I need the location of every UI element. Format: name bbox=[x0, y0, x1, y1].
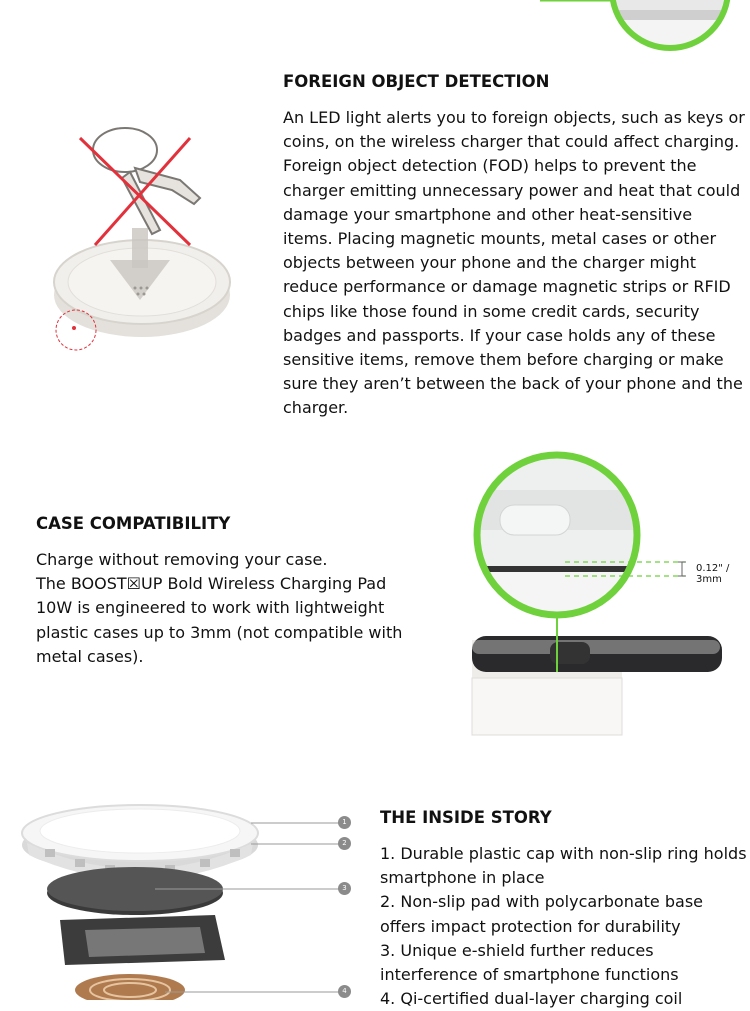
inside-story-item-1: 1. Durable plastic cap with non-slip ring holds smartphone in place bbox=[380, 844, 747, 888]
inside-story-list bbox=[380, 842, 750, 1011]
fod-keys-on-charger-illustration bbox=[40, 110, 250, 360]
inside-story-item-4: 4. Qi-certified dual-layer charging coil bbox=[380, 989, 683, 1009]
case-dimension-label-line-2: 3mm bbox=[696, 574, 722, 585]
inside-story-item-2: 2. Non-slip pad with polycarbonate base offers impact protection for durability bbox=[380, 892, 703, 936]
case-thickness-illustration bbox=[460, 450, 750, 740]
case-compatibility-body bbox=[36, 548, 408, 669]
inside-story-item-3: 3. Unique e-shield further reduces interference of smartphone functions bbox=[380, 940, 679, 985]
callout-badge-1: 1 bbox=[338, 816, 351, 829]
case-body-line-2: The BOOST☒UP Bold Wireless Charging Pad 10W is engineered to work with lightweight plastic cases up to 3mm (not compatible with metal cases). bbox=[36, 574, 403, 666]
case-body-line-1: Charge without removing your case. bbox=[36, 550, 328, 569]
exploded-charger-diagram bbox=[15, 785, 360, 1000]
callout-badge-4: 4 bbox=[338, 985, 351, 998]
case-dimension-label bbox=[696, 563, 729, 585]
fod-body-text: An LED light alerts you to foreign objects, such as keys or coins, on the wireless charger that could affect charging. Foreign object detection (FOD) helps to prevent the charger emitting unnecessary power and heat that could damage your smartphone and other heat-sensitive items. Placing magnetic mounts, metal cases or other objects between your phone and the charger might reduce performance or damage magnetic strips or RFID chips like those found in some credit cards, security badges and passports. If your case holds any of these sensitive items, remove them before charging or make sure they aren’t between the back of your phone and the charger. bbox=[283, 108, 745, 418]
case-dimension-label-line-1: 0.12" / bbox=[696, 563, 730, 574]
case-compatibility-heading: CASE COMPATIBILITY bbox=[36, 514, 231, 533]
callout-badge-3: 3 bbox=[338, 882, 351, 895]
top-product-closeup-image bbox=[540, 0, 750, 60]
inside-story-heading: THE INSIDE STORY bbox=[380, 808, 552, 827]
callout-badge-2: 2 bbox=[338, 837, 351, 850]
fod-heading: FOREIGN OBJECT DETECTION bbox=[283, 72, 550, 91]
